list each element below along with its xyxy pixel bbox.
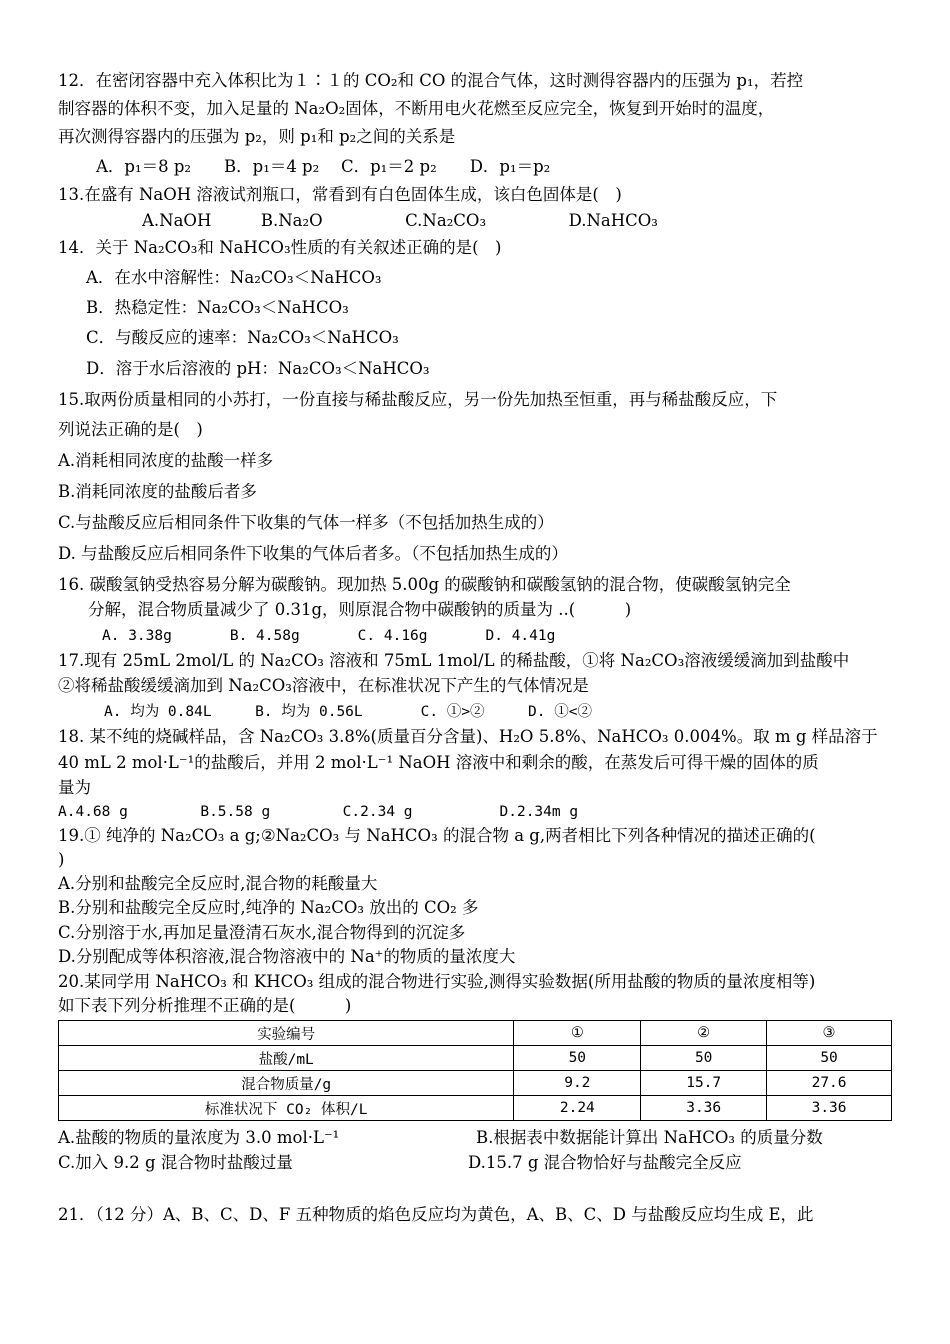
q18-line1: 18. 某不纯的烧碱样品，含 Na₂CO₃ 3.8%(质量百分含量)、H₂O 5.8%、NaHCO₃ 0.004%。取 m g 样品溶于 bbox=[58, 727, 878, 746]
table-cell: ② bbox=[641, 1021, 767, 1046]
table-cell: 2.24 bbox=[514, 1096, 641, 1121]
q12-line2: 制容器的体积不变，加入足量的 Na₂O₂固体，不断用电火花燃至反应完全，恢复到开始时的温度， bbox=[58, 99, 775, 118]
q17-options: A. 均为 0.84L B. 均为 0.56L C. ①>② D. ①<② bbox=[104, 704, 592, 720]
q20-option-b: B.根据表中数据能计算出 NaHCO₃ 的质量分数 bbox=[476, 1128, 823, 1147]
table-cell: 3.36 bbox=[641, 1096, 767, 1121]
table-cell: 50 bbox=[641, 1046, 767, 1071]
q14-stem: 14．关于 Na₂CO₃和 NaHCO₃性质的有关叙述正确的是( ) bbox=[58, 238, 502, 257]
table-cell: 混合物质量/g bbox=[59, 1071, 514, 1096]
q20-option-a: A.盐酸的物质的量浓度为 3.0 mol·L⁻¹ bbox=[58, 1128, 340, 1147]
q16-options: A. 3.38g B. 4.58g C. 4.16g D. 4.41g bbox=[102, 628, 556, 644]
q19-option-a: A.分别和盐酸完全反应时,混合物的耗酸量大 bbox=[58, 874, 378, 893]
table-cell: 50 bbox=[514, 1046, 641, 1071]
q15-option-d: D. 与盐酸反应后相同条件下收集的气体后者多。（不包括加热生成的） bbox=[58, 544, 568, 563]
q15-line2: 列说法正确的是( ) bbox=[58, 420, 203, 439]
q13-options: A.NaOH B.Na₂O C.Na₂CO₃ D.NaHCO₃ bbox=[142, 211, 658, 230]
q15-option-c: C.与盐酸反应后相同条件下收集的气体一样多（不包括加热生成的） bbox=[58, 513, 554, 532]
table-row bbox=[59, 1021, 892, 1046]
q15-line1: 15.取两份质量相同的小苏打，一份直接与稀盐酸反应，另一份先加热至恒重，再与稀盐酸反应，下 bbox=[58, 390, 778, 409]
table-cell: 盐酸/mL bbox=[59, 1046, 514, 1071]
q17-line1: 17.现有 25mL 2mol/L 的 Na₂CO₃ 溶液和 75mL 1mol/L 的稀盐酸，①将 Na₂CO₃溶液缓缓滴加到盐酸中 bbox=[58, 651, 850, 670]
q18-line2: 40 mL 2 mol·L⁻¹的盐酸后，并用 2 mol·L⁻¹ NaOH 溶液中和剩余的酸，在蒸发后可得干燥的固体的质 bbox=[58, 753, 819, 772]
q20-option-c: C.加入 9.2 g 混合物时盐酸过量 bbox=[58, 1153, 293, 1172]
q20-line2: 如下表下列分析推理不正确的是( ) bbox=[58, 996, 352, 1015]
q14-option-b: B．热稳定性：Na₂CO₃＜NaHCO₃ bbox=[86, 298, 349, 317]
table-cell: 15.7 bbox=[641, 1071, 767, 1096]
q12-options: A．p₁＝8 p₂ B．p₁＝4 p₂ C．p₁＝2 p₂ D．p₁＝p₂ bbox=[96, 157, 551, 176]
q19-line1: 19.① 纯净的 Na₂CO₃ a g;②Na₂CO₃ 与 NaHCO₃ 的混合物 a g,两者相比下列各种情况的描述正确的( bbox=[58, 826, 816, 845]
table-cell: ① bbox=[514, 1021, 641, 1046]
table-row bbox=[59, 1071, 892, 1096]
q13-stem: 13.在盛有 NaOH 溶液试剂瓶口，常看到有白色固体生成，该白色固体是( ) bbox=[58, 185, 622, 204]
table-cell: ③ bbox=[767, 1021, 892, 1046]
q15-option-b: B.消耗同浓度的盐酸后者多 bbox=[58, 482, 257, 501]
q20-option-d: D.15.7 g 混合物恰好与盐酸完全反应 bbox=[468, 1153, 742, 1172]
table-cell: 标准状况下 CO₂ 体积/L bbox=[59, 1096, 514, 1121]
table-cell: 50 bbox=[767, 1046, 892, 1071]
table-cell: 实验编号 bbox=[59, 1021, 514, 1046]
table-row bbox=[59, 1046, 892, 1071]
table-cell: 3.36 bbox=[767, 1096, 892, 1121]
q19-option-d: D.分别配成等体积溶液,混合物溶液中的 Na⁺的物质的量浓度大 bbox=[58, 947, 516, 966]
q18-line3: 量为 bbox=[58, 778, 91, 797]
table-row bbox=[59, 1096, 892, 1121]
q14-option-c: C．与酸反应的速率：Na₂CO₃＜NaHCO₃ bbox=[86, 328, 399, 347]
q16-line2: 分解，混合物质量减少了 0.31g，则原混合物中碳酸钠的质量为 ..( ) bbox=[88, 600, 632, 619]
q12-line1: 12．在密闭容器中充入体积比为１∶１的 CO₂和 CO 的混合气体，这时测得容器内的压强为 p₁，若控 bbox=[58, 71, 804, 90]
q12-line3: 再次测得容器内的压强为 p₂，则 p₁和 p₂之间的关系是 bbox=[58, 127, 456, 146]
q14-option-a: A．在水中溶解性：Na₂CO₃＜NaHCO₃ bbox=[86, 268, 382, 287]
q15-option-a: A.消耗相同浓度的盐酸一样多 bbox=[58, 451, 274, 470]
q20-line1: 20.某同学用 NaHCO₃ 和 KHCO₃ 组成的混合物进行实验,测得实验数据(所用盐酸的物质的量浓度相等) bbox=[58, 972, 816, 991]
table-cell: 9.2 bbox=[514, 1071, 641, 1096]
q19-option-b: B.分别和盐酸完全反应时,纯净的 Na₂CO₃ 放出的 CO₂ 多 bbox=[58, 898, 479, 917]
q20-data-table bbox=[58, 1020, 892, 1121]
q16-line1: 16. 碳酸氢钠受热容易分解为碳酸钠。现加热 5.00g 的碳酸钠和碳酸氢钠的混合物，使碳酸氢钠完全 bbox=[58, 575, 791, 594]
q18-options: A.4.68 g B.5.58 g C.2.34 g D.2.34m g bbox=[58, 804, 579, 820]
q19-line2: ) bbox=[58, 850, 65, 869]
q17-line2: ②将稀盐酸缓缓滴加到 Na₂CO₃溶液中，在标准状况下产生的气体情况是 bbox=[58, 676, 589, 695]
q14-option-d: D．溶于水后溶液的 pH：Na₂CO₃＜NaHCO₃ bbox=[86, 359, 430, 378]
q19-option-c: C.分别溶于水,再加足量澄清石灰水,混合物得到的沉淀多 bbox=[58, 923, 466, 942]
q21-line1: 21．（12 分）A、B、C、D、F 五种物质的焰色反应均为黄色，A、B、C、D 与盐酸反应均生成 E，此 bbox=[58, 1205, 814, 1224]
table-cell: 27.6 bbox=[767, 1071, 892, 1096]
